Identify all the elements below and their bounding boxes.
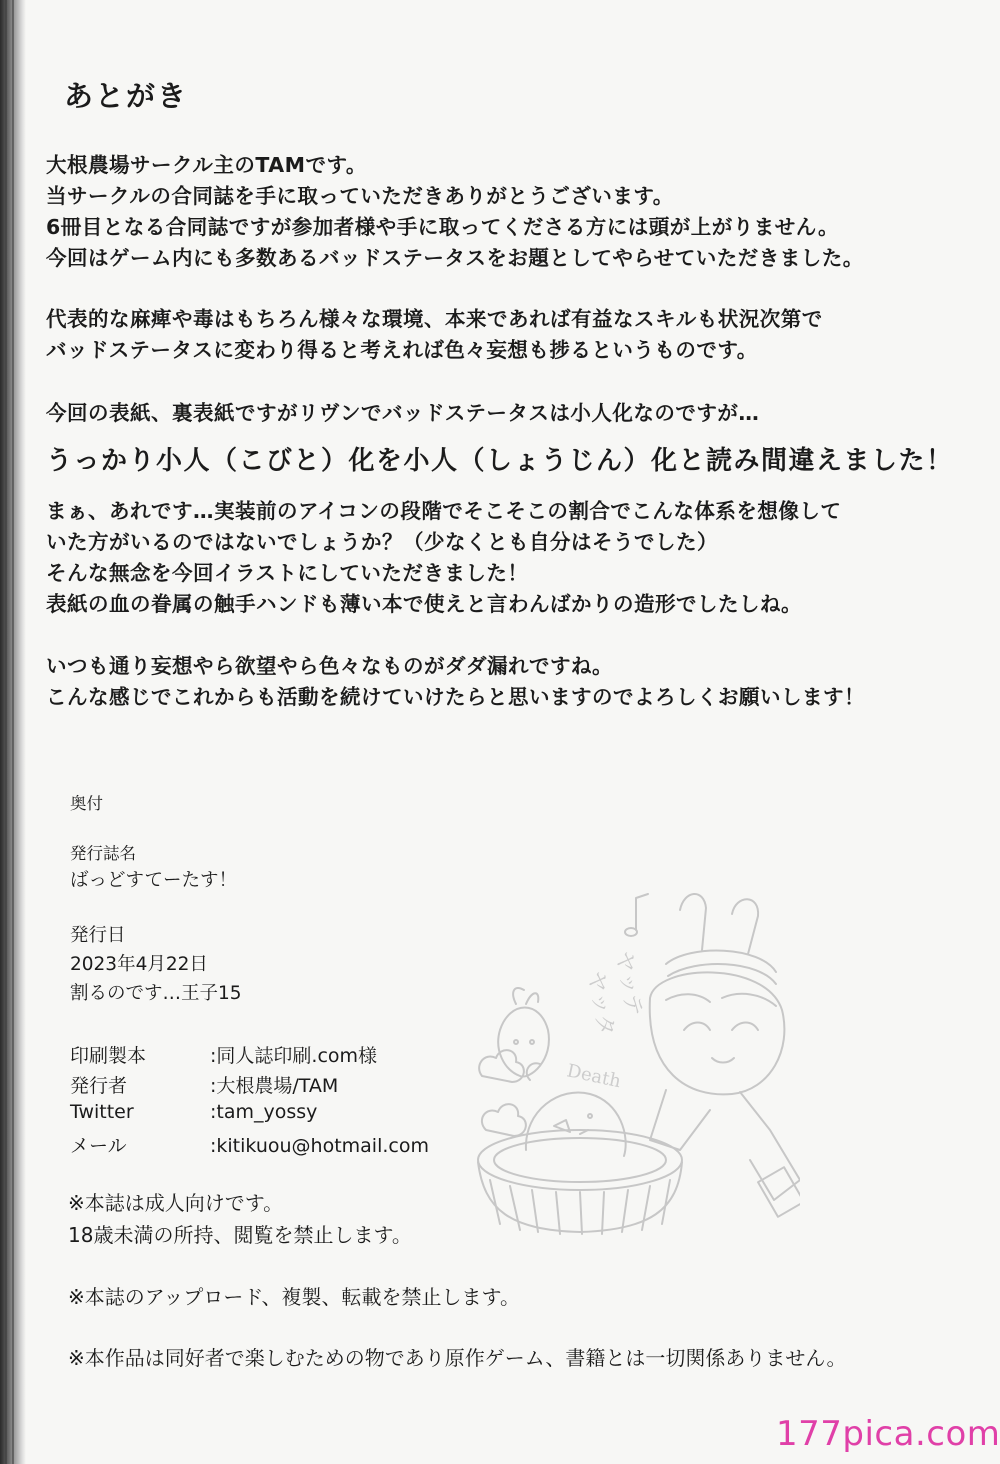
- colophon-row: [70, 1041, 377, 1068]
- colophon-row-label: メール: [70, 1135, 127, 1157]
- afterword-line: 当サークルの合同誌を手に取っていただきありがとうございます。: [46, 184, 674, 208]
- bunny-ear-headband: [666, 894, 776, 984]
- colophon-name-value: ばっどすてーたす！: [70, 870, 238, 891]
- colophon-row-label: Twitter: [70, 1101, 134, 1123]
- page-edge-line: [12, 0, 14, 1464]
- afterword-line: 今回の表紙、裏表紙ですがリヴンでバッドステータスは小人化なのですが…: [46, 401, 760, 425]
- notice-line: ※本誌のアップロード、複製、転載を禁止します。: [68, 1285, 520, 1309]
- music-note-icon: [625, 894, 648, 936]
- colophon-row-label: 発行者: [70, 1075, 128, 1097]
- colophon-row: [70, 1131, 429, 1158]
- cooking-pot: [478, 1130, 682, 1234]
- colophon-row-value: :大根農場/TAM: [210, 1075, 339, 1097]
- notice-line: ※本誌は成人向けです。: [68, 1191, 284, 1215]
- afterword-line: 今回はゲーム内にも多数あるバッドステータスをお題としてやらせていただきました。: [46, 246, 864, 270]
- afterword-line: バッドステータスに変わり得ると考えれば色々妄想も捗るというものです。: [46, 338, 758, 362]
- chibi-face: [650, 972, 785, 1094]
- colophon-row-value: :同人誌印刷.com様: [210, 1045, 378, 1067]
- notice-line: 18歳未満の所持、閲覧を禁止します。: [68, 1223, 412, 1247]
- handwritten-note: Death: [564, 1060, 623, 1093]
- afterword-line: こんな感じでこれからも活動を続けていけたらと思いますのでよろしくお願いします！: [46, 685, 865, 709]
- afterword-line: いた方がいるのではないでしょうか？（少なくとも自分はそうでした）: [46, 530, 718, 554]
- colophon-date-value: 2023年4月22日: [70, 954, 208, 975]
- colophon-event-value: 割るのです…王子15: [70, 983, 242, 1004]
- site-watermark: 177pica.com: [776, 1414, 1000, 1454]
- colophon-row-label: 印刷製本: [70, 1045, 147, 1067]
- afterword-title: あとがき: [64, 79, 189, 113]
- colophon-name-label: 発行誌名: [70, 844, 136, 863]
- daikon-in-pot: [526, 1092, 626, 1156]
- afterword-line: まぁ、あれです…実装前のアイコンの段階でそこそこの割合でこんな体系を想像して: [46, 499, 842, 523]
- page-edge-line: [5, 0, 7, 1464]
- handwritten-note: ヤッタ: [582, 968, 619, 1039]
- colophon-date-label: 発行日: [70, 925, 126, 946]
- colophon-title: 奥付: [70, 794, 103, 813]
- afterword-line: 6冊目となる合同誌ですが参加者様や手に取ってくださる方には頭が上がりません。: [46, 215, 839, 239]
- colophon-row-value: :kitikuou@hotmail.com: [210, 1135, 429, 1157]
- handwritten-note: ヤッテ: [610, 948, 647, 1019]
- afterword-line: そんな無念を今回イラストにしていただきました！: [46, 561, 529, 585]
- radish-mascot: [498, 988, 549, 1077]
- afterword-emphasis-line: うっかり小人（こびと）化を小人（しょうじん）化と読み間違えました！: [46, 446, 954, 476]
- colophon-row: [70, 1101, 317, 1123]
- afterword-line: 代表的な麻痺や毒はもちろん様々な環境、本来であれば有益なスキルも状況次第で: [46, 307, 823, 331]
- afterword-line: いつも通り妄想やら欲望やら色々なものがダダ漏れですね。: [46, 654, 613, 678]
- afterword-line: 表紙の血の眷属の触手ハンドも薄い本で使えと言わんばかりの造形でしたしね。: [46, 592, 802, 616]
- notice-line: ※本作品は同好者で楽しむための物であり原作ゲーム、書籍とは一切関係ありません。: [68, 1346, 847, 1370]
- colophon-row: [70, 1071, 338, 1098]
- chibi-illustration: [470, 880, 800, 1240]
- colophon-row-value: :tam_yossy: [210, 1101, 318, 1123]
- afterword-line: 大根農場サークル主のTAMです。: [46, 153, 367, 177]
